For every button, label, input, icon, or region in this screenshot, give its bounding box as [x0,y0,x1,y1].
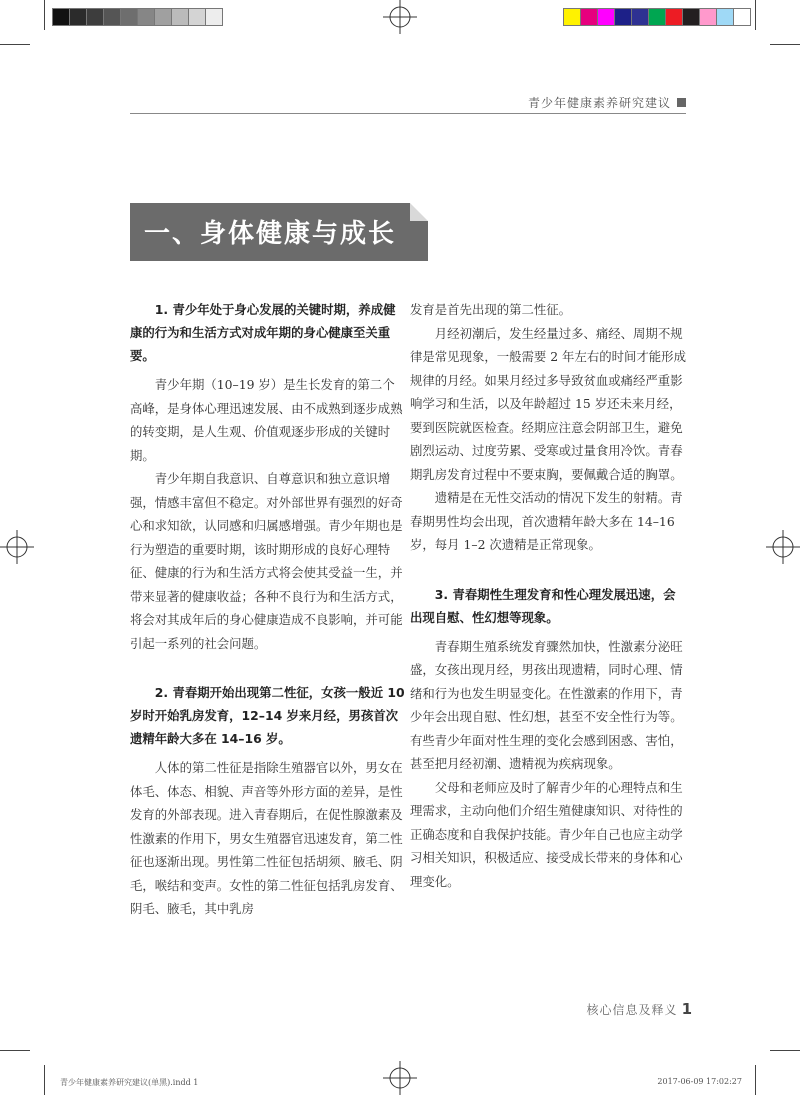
color-swatch [205,8,223,26]
color-swatch [120,8,138,26]
crop-mark [755,0,756,30]
body-paragraph: 月经初潮后，发生经量过多、痛经、周期不规律是常见现象，一般需要 2 年左右的时间才能形成规律的月经。如果月经过多导致贫血或痛经严重影响学习和生活，以及年龄超过 15 岁还未来月经，要到医院就医检查。经期应注意会阴部卫生，避免剧烈运动、过度劳累、受寒或过量食用冷饮。青春期乳房发育过程中不要束胸，要佩戴合适的胸罩。 [410,325,686,482]
color-swatch [733,8,751,26]
color-swatch [563,8,581,26]
running-header-title: 青少年健康素养研究建议 [527,96,671,110]
body-paragraph: 人体的第二性征是指除生殖器官以外，男女在体毛、体态、相貌、声音等外形方面的差异，是性发育的外部表现。进入青春期后，在促性腺激素及性激素的作用下，男女生殖器官迅速发育，第二性征也逐渐出现。男性第二性征包括胡须、腋毛、阴毛，喉结和变声。女性的第二性征包括乳房发育、阴毛、腋毛，其中乳房 [130,760,403,916]
crop-mark [0,1050,30,1051]
chapter-title-box [130,203,428,261]
color-swatch [597,8,615,26]
color-swatch [52,8,70,26]
footer-section-label: 核心信息及释义 [586,1003,678,1017]
color-swatch [103,8,121,26]
body-paragraph: 青少年期（10–19 岁）是生长发育的第二个高峰，是身体心理迅速发展、由不成熟到逐步成熟的转变期，是人生观、价值观逐步形成的关键时期。 [130,377,403,463]
slug-timestamp: 2017-06-09 17:02:27 [657,1077,742,1086]
color-swatch [716,8,734,26]
section-heading: 1. 青少年处于身心发展的关键时期，养成健康的行为和生活方式对成年期的身心健康至关重要。 [130,302,396,363]
running-header [0,94,686,111]
grayscale-color-bar [52,8,222,26]
registration-mark-icon [766,530,800,564]
color-swatch [154,8,172,26]
crop-mark [770,44,800,45]
crop-mark [770,1050,800,1051]
slug-filename: 青少年健康素养研究建议(单黑).indd 1 [60,1078,199,1087]
crop-mark [44,0,45,30]
page-fold-icon [410,203,428,221]
header-rule [130,113,686,114]
color-swatch [188,8,206,26]
color-swatch [137,8,155,26]
section-heading: 3. 青春期性生理发育和性心理发展迅速，会出现自慰、性幻想等现象。 [410,586,676,625]
color-swatch [631,8,649,26]
color-swatch [69,8,87,26]
crop-mark [755,1065,756,1095]
color-swatch [682,8,700,26]
color-swatch [648,8,666,26]
body-paragraph: 青春期生殖系统发育骤然加快，性激素分泌旺盛，女孩出现月经，男孩出现遗精，同时心理、情绪和行为也发生明显变化。在性激素的作用下，青少年会出现自慰、性幻想，甚至不安全性行为等。有些青少年面对性生理的变化会感到困惑、害怕，甚至把月经初潮、遗精视为疾病现象。 [410,638,683,771]
color-swatch [614,8,632,26]
right-column [410,298,686,893]
registration-mark-icon [383,0,417,34]
color-swatch [86,8,104,26]
process-color-bar [563,8,750,26]
body-paragraph-continued: 发育是首先出现的第二性征。 [410,302,572,317]
page-footer [0,1000,693,1018]
body-paragraph: 父母和老师应及时了解青少年的心理特点和生理需求，主动向他们介绍生殖健康知识、对待性的正确态度和自我保护技能。青少年自己也应主动学习相关知识，积极适应、接受成长带来的身体和心理变化。 [410,779,683,889]
header-square-icon [677,98,686,107]
color-swatch [699,8,717,26]
body-paragraph: 遗精是在无性交活动的情况下发生的射精。青春期男性均会出现，首次遗精年龄大多在 14–16 岁，每月 1–2 次遗精是正常现象。 [410,490,683,552]
left-column [130,298,406,921]
page-number: 1 [681,1000,693,1018]
registration-mark-icon [0,530,34,564]
crop-mark [0,44,30,45]
section-heading: 2. 青春期开始出现第二性征，女孩一般近 10 岁时开始乳房发育，12–14 岁来月经，男孩首次遗精年龄大多在 14–16 岁。 [130,685,405,746]
body-paragraph: 青少年期自我意识、自尊意识和独立意识增强，情感丰富但不稳定。对外部世界有强烈的好奇心和求知欲，认同感和归属感增强。青少年期也是行为塑造的重要时期，该时期形成的良好心理特征、健康的行为和生活方式将会使其受益一生，并带来显著的健康收益；各种不良行为和生活方式，将会对其成年后的身心健康造成不良影响，并可能引起一系列的社会问题。 [130,471,403,651]
color-swatch [171,8,189,26]
color-swatch [665,8,683,26]
chapter-title: 一、身体健康与成长 [144,219,397,249]
color-swatch [580,8,598,26]
